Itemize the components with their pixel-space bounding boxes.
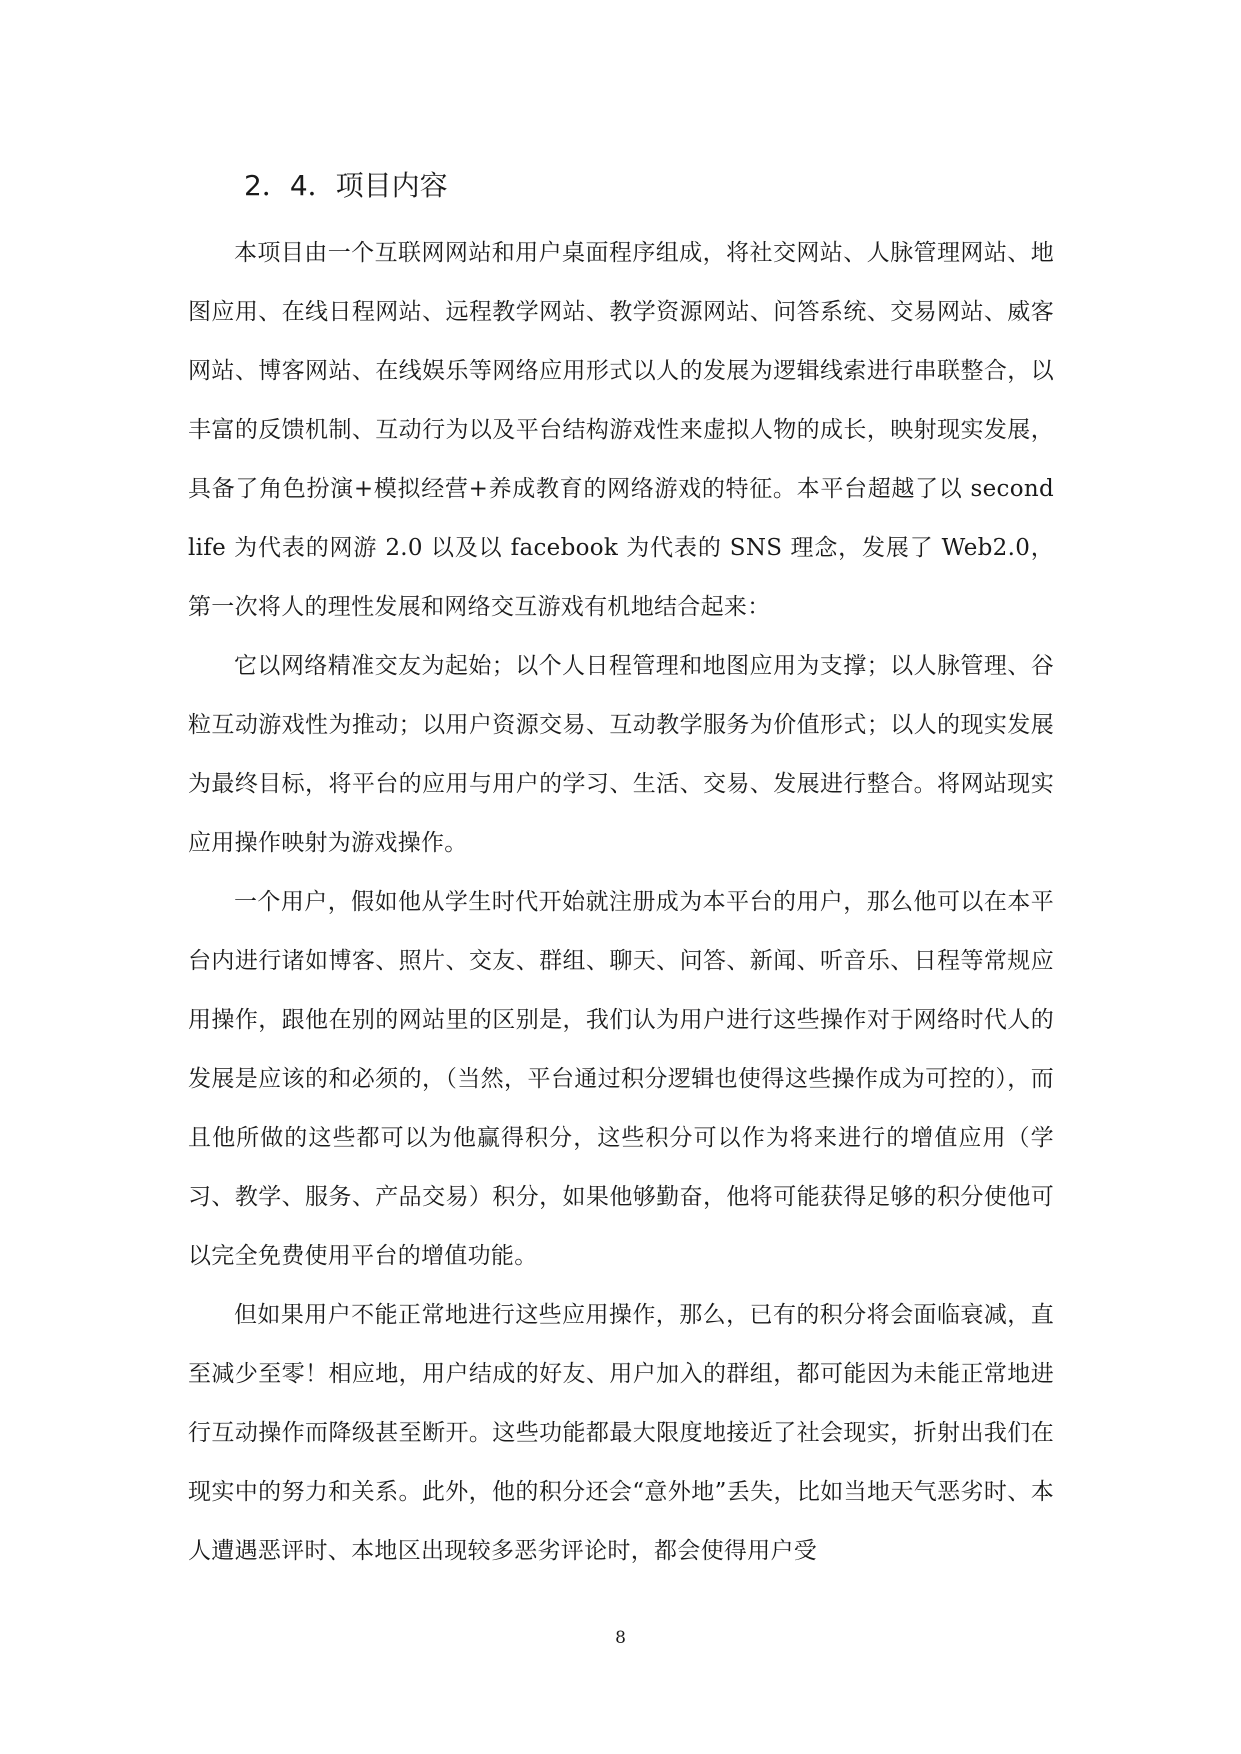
- paragraph-platform-structure: 它以网络精准交友为起始；以个人日程管理和地图应用为支撑；以人脉管理、谷粒互动游戏性为推动；以用户资源交易、互动教学服务为价值形式；以人的现实发展为最终目标，将平台的应用与用户的学习、生活、交易、发展进行整合。将网站现实应用操作映射为游戏操作。: [188, 653, 1054, 856]
- paragraph-points-decay: 但如果用户不能正常地进行这些应用操作，那么，已有的积分将会面临衰减，直至减少至零！相应地，用户结成的好友、用户加入的群组，都可能因为未能正常地进行互动操作而降级甚至断开。这些功能都最大限度地接近了社会现实，折射出我们在现实中的努力和关系。此外，他的积分还会“意外地”丢失，比如当地天气恶劣时、本人遭遇恶评时、本地区出现较多恶劣评论时，都会使得用户受: [188, 1302, 1054, 1564]
- body-text: [188, 224, 1054, 1581]
- page-number: 8: [615, 1628, 626, 1648]
- paragraph-user-points: 一个用户，假如他从学生时代开始就注册成为本平台的用户，那么他可以在本平台内进行诸如博客、照片、交友、群组、聊天、问答、新闻、听音乐、日程等常规应用操作，跟他在别的网站里的区别是，我们认为用户进行这些操作对于网络时代人的发展是应该的和必须的，（当然，平台通过积分逻辑也使得这些操作成为可控的），而且他所做的这些都可以为他赢得积分，这些积分可以作为将来进行的增值应用（学习、教学、服务、产品交易）积分，如果他够勤奋，他将可能获得足够的积分使他可以完全免费使用平台的增值功能。: [188, 889, 1054, 1269]
- paragraph-project-overview: 本项目由一个互联网网站和用户桌面程序组成，将社交网站、人脉管理网站、地图应用、在线日程网站、远程教学网站、教学资源网站、问答系统、交易网站、威客网站、博客网站、在线娱乐等网络应用形式以人的发展为逻辑线索进行串联整合，以丰富的反馈机制、互动行为以及平台结构游戏性来虚拟人物的成长，映射现实发展，具备了角色扮演+模拟经营+养成教育的网络游戏的特征。本平台超越了以 second life 为代表的网游 2.0 以及以 facebook 为代表的 SNS 理念，发展了 Web2.0，第一次将人的理性发展和网络交互游戏有机地结合起来：: [188, 240, 1054, 620]
- section-heading: 2．4．项目内容: [244, 169, 448, 202]
